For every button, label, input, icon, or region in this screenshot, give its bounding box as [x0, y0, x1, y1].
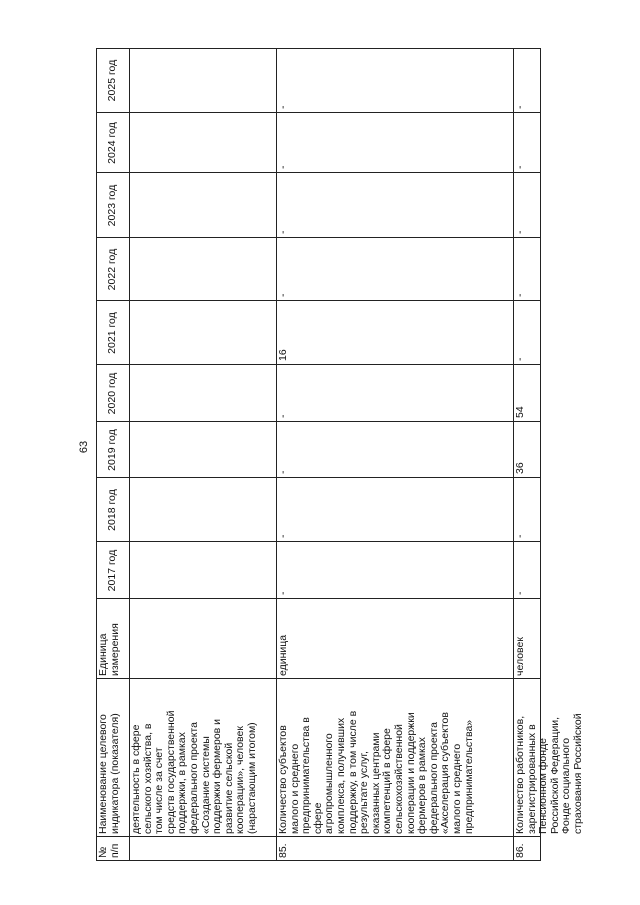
- header-year: 2019 год: [105, 429, 118, 471]
- row-number: [129, 837, 276, 861]
- value-cell: -: [277, 591, 289, 595]
- header-year: 2024 год: [105, 122, 118, 164]
- unit-cell: единица: [277, 634, 289, 676]
- value-cell: -: [277, 165, 289, 169]
- column-divider: [96, 364, 541, 365]
- value-cell: -: [277, 293, 289, 297]
- unit-cell: человек: [514, 637, 526, 676]
- value-cell: -: [514, 230, 526, 234]
- header-year: 2018 год: [105, 489, 118, 531]
- header-year: 2022 год: [105, 248, 118, 291]
- value-cell: 16: [277, 349, 289, 361]
- value-cell: 36: [514, 462, 526, 474]
- header-year: 2023 год: [105, 184, 118, 227]
- value-cell: -: [277, 230, 289, 234]
- header-number: № п/п: [97, 843, 121, 858]
- value-cell: -: [514, 591, 526, 595]
- indicator-name: деятельность в сфере сельского хозяйства, в том числе за счет средств государственной поддержки, в рамках федерального проекта «Создание системы поддержки фермеров и развитие сельской кооперации», человек (нарастающим итогом): [130, 710, 258, 834]
- header-unit: Единица измерения: [97, 623, 121, 676]
- value-cell: -: [514, 293, 526, 297]
- header-year: 2025 год: [105, 59, 118, 102]
- value-cell: -: [514, 534, 526, 538]
- value-cell: -: [514, 165, 526, 169]
- value-cell: -: [277, 470, 289, 474]
- column-divider: [96, 172, 541, 173]
- column-divider: [96, 421, 541, 422]
- header-indicator-name: Наименование целевого индикатора (показателя): [97, 713, 121, 834]
- page-number: 63: [78, 440, 90, 454]
- column-divider: [96, 477, 541, 478]
- value-cell: -: [277, 534, 289, 538]
- column-divider: [96, 300, 541, 301]
- column-divider: [96, 541, 541, 542]
- column-divider: [96, 237, 541, 238]
- header-year: 2020 год: [105, 372, 118, 415]
- indicators-table: [96, 48, 584, 861]
- value-cell: -: [277, 105, 289, 109]
- indicator-name: Количество работников, зарегистрированных в Пенсионном фонде Российской Федерации, Фонде социального страхования Российской: [514, 713, 584, 834]
- indicator-name: Количество субъектов малого и среднего предпринимательства в сфере агропромышленного комплекса, получивших поддержку, в том числе в результате услуг, оказанных центрами компетенций в сфере сельскохозяйственной кооперации и поддержки фермеров в рамках федерального проекта «Акселерация субъектов малого и среднего предпринимательства»: [277, 710, 475, 834]
- row-number: 85.: [277, 843, 289, 858]
- column-divider: [96, 112, 541, 113]
- value-cell: -: [277, 414, 289, 418]
- value-cell: 54: [514, 406, 526, 418]
- header-year: 2021 год: [105, 312, 118, 354]
- header-year: 2017 год: [105, 549, 118, 592]
- value-cell: -: [514, 105, 526, 109]
- value-cell: -: [514, 357, 526, 361]
- row-number: 86.: [514, 843, 526, 858]
